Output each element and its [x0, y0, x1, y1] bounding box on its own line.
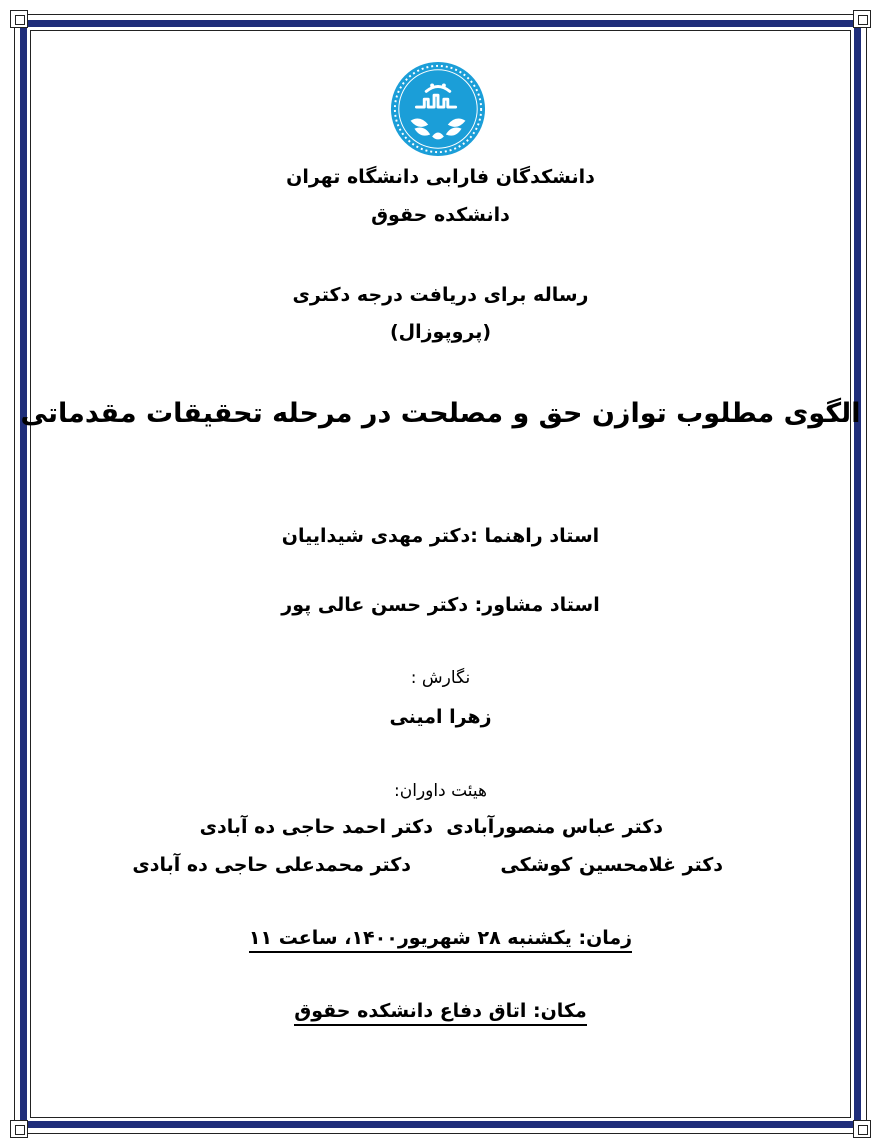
- degree-line: رساله برای دریافت درجه دکتری: [292, 284, 589, 306]
- jury-member-4: دکتر محمدعلی حاجی ده آبادی: [132, 854, 411, 876]
- university-logo-icon: [389, 60, 487, 158]
- jury-label: هیئت داوران:: [394, 781, 487, 801]
- author-label: نگارش :: [410, 668, 471, 688]
- proposal-label: (پروپوزال): [389, 321, 492, 343]
- corner-ornament-bottom-right: [853, 1120, 871, 1138]
- jury-member-1: دکتر عباس منصورآبادی: [446, 816, 663, 838]
- defense-time: زمان: یکشنبه ۲۸ شهریور۱۴۰۰، ساعت ۱۱: [249, 927, 632, 953]
- corner-ornament-bottom-left: [10, 1120, 28, 1138]
- defense-time-line: [0, 927, 881, 953]
- thesis-title: الگوی مطلوب توازن حق و مصلحت در مرحله تحقیقات مقدماتی: [20, 398, 861, 429]
- supervisor-line: استاد راهنما :دکتر مهدی شیداییان: [281, 525, 600, 547]
- jury-member-3: دکتر غلامحسین کوشکی: [500, 854, 723, 876]
- defense-place-line: [0, 1000, 881, 1026]
- faculty-name: دانشکده حقوق: [371, 204, 510, 226]
- page-border-inner: [30, 30, 851, 1118]
- corner-ornament-top-right: [853, 10, 871, 28]
- college-name: دانشکدگان فارابی دانشگاه تهران: [286, 166, 595, 188]
- corner-ornament-top-left: [10, 10, 28, 28]
- defense-place: مکان: اتاق دفاع دانشکده حقوق: [294, 1000, 587, 1026]
- author-name: زهرا امینی: [389, 706, 492, 728]
- advisor-line: استاد مشاور: دکتر حسن عالی پور: [281, 594, 600, 616]
- jury-member-2: دکتر احمد حاجی ده آبادی: [199, 816, 433, 838]
